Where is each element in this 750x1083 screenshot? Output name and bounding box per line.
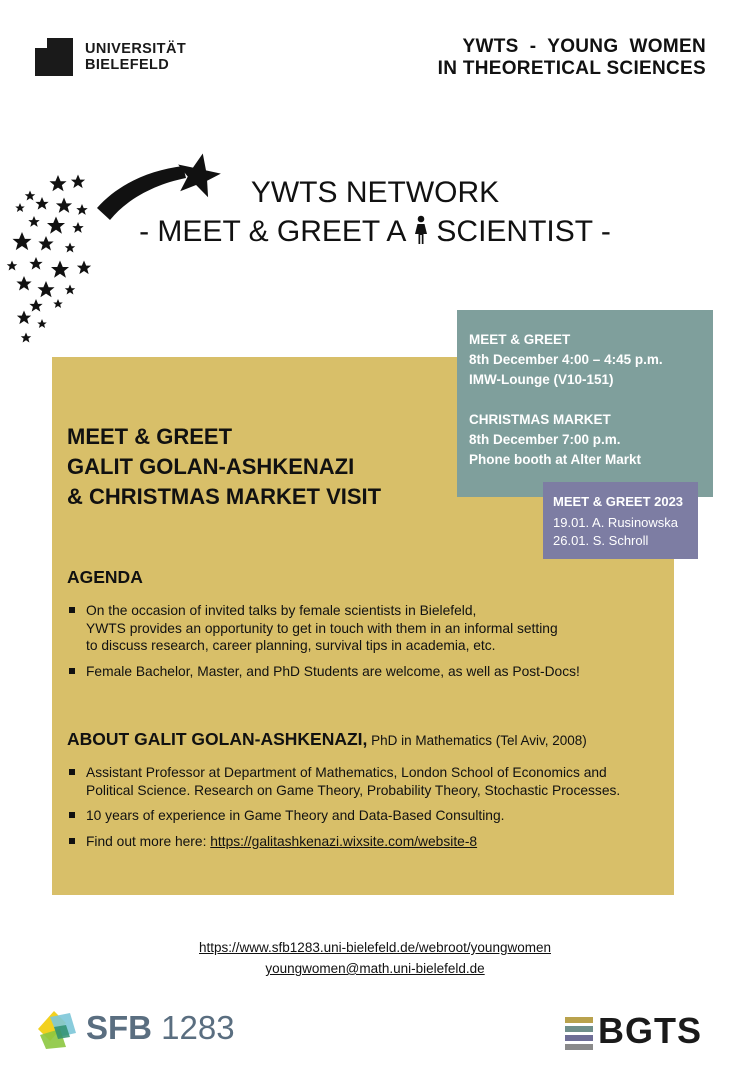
event-info-box <box>457 310 713 497</box>
university-bielefeld-logo <box>35 38 205 80</box>
list-item: Assistant Professor at Department of Mathematics, London School of Economics and Political Science. Research on Game Theory, Probability Theory, Stochastic Processes. <box>67 764 667 799</box>
meet-greet-label: MEET & GREET <box>469 332 571 347</box>
title-meet-greet-text: - MEET & GREET A <box>139 215 407 248</box>
page-title-meet-greet <box>120 214 630 250</box>
ywts-header-title: YWTS - YOUNG WOMEN IN THEORETICAL SCIENCES <box>437 36 706 79</box>
bgts-bar-purple <box>565 1035 593 1041</box>
meet-greet-date: 8th December 4:00 – 4:45 p.m. <box>469 352 663 367</box>
sfb-logo-mark-icon <box>36 1009 80 1049</box>
about-degree: PhD in Mathematics (Tel Aviv, 2008) <box>367 733 587 748</box>
woman-icon <box>412 215 430 245</box>
galit-website-link[interactable]: https://galitashkenazi.wixsite.com/website-8 <box>210 833 478 849</box>
sfb-logo-text <box>86 1009 235 1047</box>
christmas-market-label: CHRISTMAS MARKET <box>469 412 611 427</box>
meet-greet-place: IMW-Lounge (V10-151) <box>469 372 614 387</box>
university-name: UNIVERSITÄT BIELEFELD <box>85 41 187 73</box>
headline-line-1: MEET & GREET <box>67 424 233 449</box>
about-name: ABOUT GALIT GOLAN-ASHKENAZI, <box>67 729 368 749</box>
bgts-bar-gold <box>565 1017 593 1023</box>
sfb-number: 1283 <box>161 1009 235 1046</box>
upcoming-item: 19.01. A. Rusinowska <box>553 515 679 530</box>
list-item: On the occasion of invited talks by female scientists in Bielefeld, YWTS provides an opportunity to get in touch with them in an informal setting to discuss research, career planning, survival tips in academia, etc. <box>67 602 667 655</box>
agenda-list <box>67 602 667 688</box>
list-item <box>67 833 667 851</box>
christmas-market-place: Phone booth at Alter Markt <box>469 452 642 467</box>
bgts-logo <box>565 1010 715 1053</box>
contact-links <box>0 937 750 979</box>
title-scientist-text: SCIENTIST - <box>436 215 611 248</box>
upcoming-heading: MEET & GREET 2023 <box>553 494 684 509</box>
find-out-more-label: Find out more here: <box>86 833 211 849</box>
email-link[interactable]: youngwomen@math.uni-bielefeld.de <box>265 961 485 976</box>
list-item: 10 years of experience in Game Theory and Data-Based Consulting. <box>67 807 667 825</box>
about-title <box>67 729 587 750</box>
upcoming-events-box <box>543 482 698 559</box>
university-logo-mark-icon <box>35 38 73 76</box>
headline-line-3: & CHRISTMAS MARKET VISIT <box>67 484 382 509</box>
about-list <box>67 764 667 858</box>
sfb-text: SFB <box>86 1009 152 1046</box>
agenda-title: AGENDA <box>67 567 143 587</box>
christmas-market-date: 8th December 7:00 p.m. <box>469 432 621 447</box>
sfb-1283-logo <box>36 1007 236 1049</box>
page-title-network: YWTS NETWORK <box>250 176 500 209</box>
bgts-bar-gray <box>565 1044 593 1050</box>
event-headline <box>67 422 381 512</box>
website-link[interactable]: https://www.sfb1283.uni-bielefeld.de/webroot/youngwomen <box>199 940 551 955</box>
list-item: Female Bachelor, Master, and PhD Students are welcome, as well as Post-Docs! <box>67 663 667 681</box>
bgts-bar-teal <box>565 1026 593 1032</box>
bgts-logo-text: BGTS <box>598 1010 703 1051</box>
upcoming-item: 26.01. S. Schroll <box>553 533 649 548</box>
headline-line-2: GALIT GOLAN-ASHKENAZI <box>67 454 355 479</box>
